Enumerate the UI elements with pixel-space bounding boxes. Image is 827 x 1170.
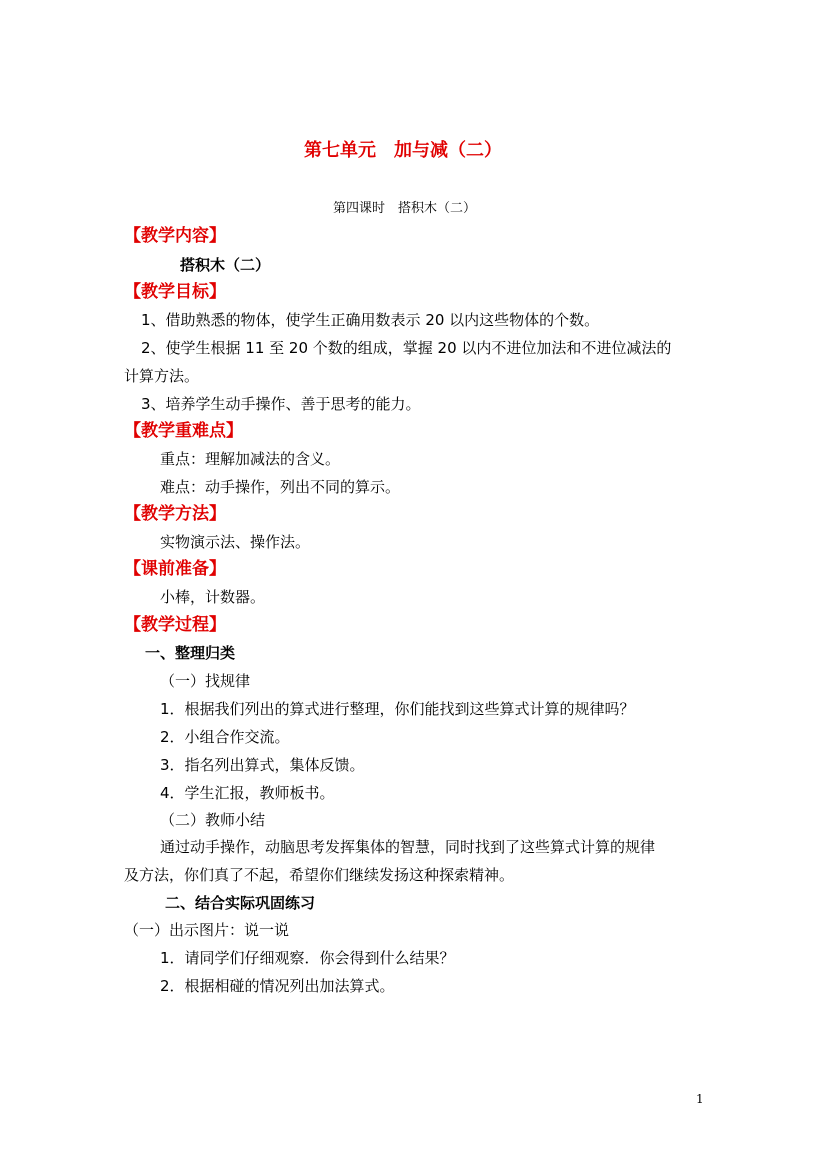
lesson-subtitle: 第四课时 搭积木（二） bbox=[333, 201, 477, 216]
process-part-1-subsection-1: （一）找规律 bbox=[160, 672, 251, 690]
process-part-2-subsection-1: （一）出示图片：说一说 bbox=[124, 921, 290, 939]
process-part-1-step-3: 3．指名列出算式，集体反馈。 bbox=[160, 756, 365, 774]
process-part-2-step-2: 2．根据相碰的情况列出加法算式。 bbox=[160, 977, 395, 995]
teacher-summary-line-1: 通过动手操作，动脑思考发挥集体的智慧，同时找到了这些算式计算的规律 bbox=[160, 838, 656, 856]
process-part-1-step-2: 2．小组合作交流。 bbox=[160, 728, 290, 746]
goal-item-1: 1、借助熟悉的物体，使学生正确用数表示 20 以内这些物体的个数。 bbox=[141, 311, 600, 329]
heading-teaching-content: 【教学内容】 bbox=[124, 226, 226, 246]
document-title: 第七单元 加与减（二） bbox=[304, 140, 502, 161]
teaching-content-topic: 搭积木（二） bbox=[180, 256, 271, 274]
process-part-1-step-4: 4．学生汇报，教师板书。 bbox=[160, 784, 335, 802]
key-point-difficulty: 难点：动手操作，列出不同的算示。 bbox=[160, 478, 401, 496]
teaching-methods-text: 实物演示法、操作法。 bbox=[160, 533, 311, 551]
goal-item-3: 3、培养学生动手操作、善于思考的能力。 bbox=[141, 395, 421, 413]
process-part-1-title: 一、整理归类 bbox=[145, 644, 236, 662]
page-number: 1 bbox=[696, 1092, 704, 1106]
process-part-1-subsection-2: （二）教师小结 bbox=[160, 811, 266, 829]
teacher-summary-line-2: 及方法，你们真了不起，希望你们继续发扬这种探索精神。 bbox=[124, 866, 515, 884]
heading-teaching-methods: 【教学方法】 bbox=[124, 504, 226, 524]
heading-teaching-process: 【教学过程】 bbox=[124, 615, 226, 635]
key-point-focus: 重点：理解加减法的含义。 bbox=[160, 450, 341, 468]
goal-item-2-line-2: 计算方法。 bbox=[124, 367, 200, 385]
process-part-2-title: 二、结合实际巩固练习 bbox=[165, 894, 316, 912]
preparation-text: 小棒，计数器。 bbox=[160, 588, 266, 606]
goal-item-2-line-1: 2、使学生根据 11 至 20 个数的组成，掌握 20 以内不进位加法和不进位减法的 bbox=[141, 339, 672, 357]
process-part-1-step-1: 1．根据我们列出的算式进行整理，你们能找到这些算式计算的规律吗？ bbox=[160, 700, 635, 718]
heading-key-points: 【教学重难点】 bbox=[124, 421, 243, 441]
heading-teaching-goals: 【教学目标】 bbox=[124, 282, 226, 302]
heading-preparation: 【课前准备】 bbox=[124, 559, 226, 579]
process-part-2-step-1: 1．请同学们仔细观察．你会得到什么结果？ bbox=[160, 949, 455, 967]
